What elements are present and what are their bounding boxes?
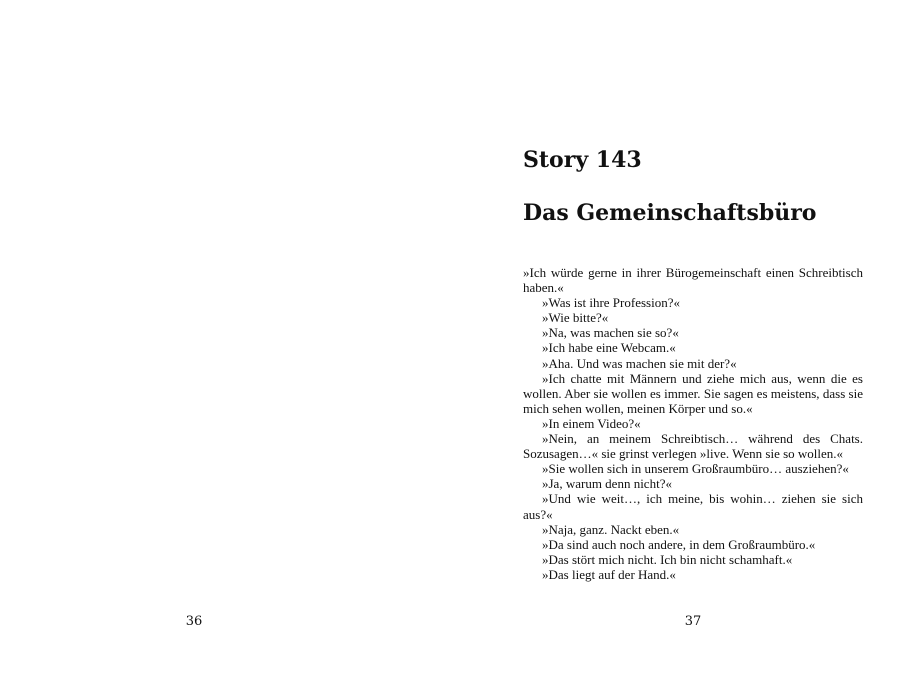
paragraph: »Wie bitte?« [542,310,609,326]
paragraph: »Ich chatte mit Männern und ziehe mich aus, wenn die es wollen. Aber sie wollen es immer. Sie sagen es meistens, dass sie mich sehen wollen, meinen Körper und so.« [523,370,863,416]
paragraph: »Ich habe eine Webcam.« [542,340,676,356]
paragraph: »Da sind auch noch andere, in dem Großraumbüro.« [542,536,816,552]
right-page [450,0,900,676]
paragraph: »Was ist ihre Profession?« [542,295,680,311]
paragraph: »Und wie weit…, ich meine, bis wohin… ziehen sie sich aus?« [523,491,863,522]
story-number-heading: Story 143 [523,147,642,173]
story-title-heading: Das Gemeinschaftsbüro [523,200,817,226]
paragraph: »Das stört mich nicht. Ich bin nicht schamhaft.« [542,551,793,567]
paragraph: »Aha. Und was machen sie mit der?« [542,355,737,371]
paragraph: »Sie wollen sich in unserem Großraumbüro… ausziehen?« [542,461,849,477]
paragraph: »Das liegt auf der Hand.« [542,566,676,582]
story-text [523,265,863,582]
paragraph: »Ich würde gerne in ihrer Bürogemeinschaft einen Schreibtisch haben.« [523,265,863,296]
right-page-number: 37 [684,614,702,629]
paragraph: »In einem Video?« [542,415,641,431]
paragraph: »Nein, an meinem Schreibtisch… während des Chats. Sozusagen…« sie grinst verlegen »live. Wenn sie so wollen.« [523,431,863,462]
paragraph: »Na, was machen sie so?« [542,325,679,341]
paragraph: »Ja, warum denn nicht?« [542,476,672,492]
left-page-number: 36 [185,614,203,629]
paragraph: »Naja, ganz. Nackt eben.« [542,521,680,537]
